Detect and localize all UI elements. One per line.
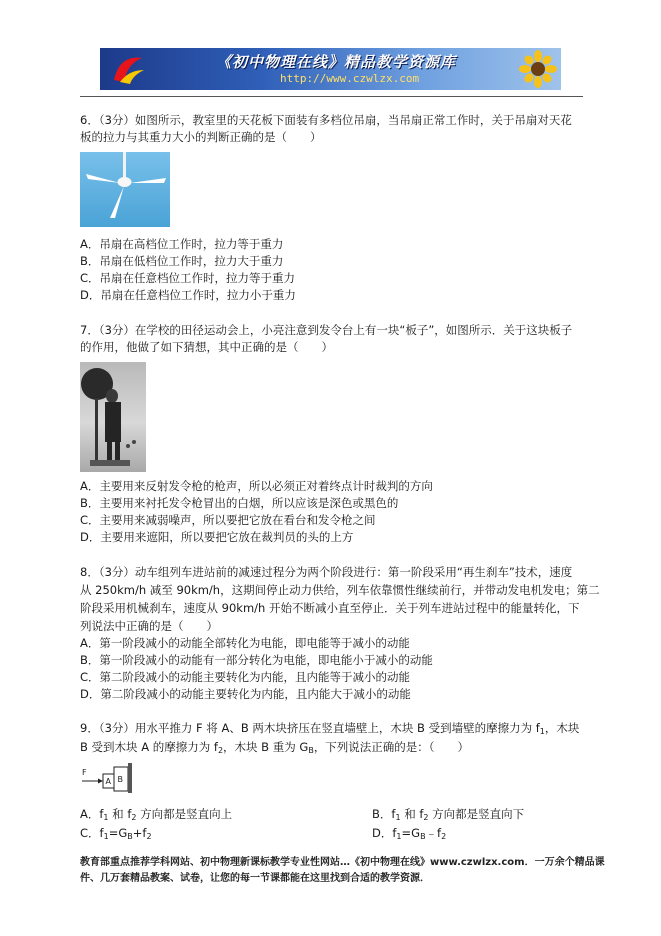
q7-option-a[interactable]: A．主要用来反射发令枪的枪声，所以必须正对着终点计时裁判的方向 [80, 479, 433, 493]
q9-stem-line2: B 受到木块 A 的摩擦力为 $f_2$，木块 B 重为 $G_B$，下列说法正确的是：（ ） [80, 740, 470, 755]
force-arrowhead [98, 779, 103, 784]
starter-board-icon [80, 362, 146, 472]
header-divider [80, 96, 583, 97]
logo-icon [108, 52, 148, 86]
q7-stem-line2: 的作用，他做了如下猜想，其中正确的是（ ） [80, 340, 333, 354]
q8-stem-line1: 8．（3分）动车组列车进站前的减速过程分为两个阶段进行：第一阶段采用“再生刹车”技术，速度 [80, 565, 573, 579]
q6-option-a[interactable]: A．吊扇在高档位工作时，拉力等于重力 [80, 237, 284, 251]
q9-option-b[interactable]: B．$f_1$ 和 $f_2$ 方向都是竖直向下 [372, 807, 525, 822]
q6-stem-line1: 6．（3分）如图所示，教室里的天花板下面装有多档位吊扇，当吊扇正常工作时，关于吊扇对天花 [80, 113, 572, 127]
q8-stem-line3: 阶段采用机械刹车，速度从 90km/h 开始不断减小直至停止．关于列车进站过程中的能量转化，下 [80, 601, 580, 615]
force-label: F [82, 768, 87, 777]
q9-option-a[interactable]: A．$f_1$ 和 $f_2$ 方向都是竖直向上 [80, 807, 233, 822]
q8-stem-line2: 从 250km/h 减至 90km/h，这期间停止动力供给，列车依靠惯性继续前行，并带动发电机发电；第二 [80, 583, 600, 597]
q8-stem-line4: 列说法中正确的是（ ） [80, 619, 218, 633]
sunflower-icon [519, 50, 557, 88]
ceiling-fan-figure [80, 152, 170, 227]
q9-option-c[interactable]: C．$f_1=G_B+f_2$ [80, 826, 152, 841]
header-banner [100, 48, 561, 90]
q7-stem-line1: 7．（3分）在学校的田径运动会上，小亮注意到发令台上有一块“板子”，如图所示．关于这块板子 [80, 323, 573, 337]
q8-option-b[interactable]: B．第一阶段减小的动能有一部分转化为电能，即电能小于减小的动能 [80, 653, 433, 667]
blocks-wall-figure [80, 763, 140, 793]
footer-note [80, 855, 605, 887]
block-a-label: A [105, 777, 111, 786]
footer-line2: 件、几万套精品教案、试卷，让您的每一节课都能在这里找到合适的教学资源． [80, 873, 430, 884]
q6-option-c[interactable]: C．吊扇在任意档位工作时，拉力等于重力 [80, 271, 296, 285]
banner-title: 《初中物理在线》精品教学资源库 [216, 53, 457, 71]
q7-option-d[interactable]: D．主要用来遮阳，所以要把它放在裁判员的头的上方 [80, 530, 354, 544]
q6-option-b[interactable]: B．吊扇在低档位工作时，拉力大于重力 [80, 254, 284, 268]
q7-option-c[interactable]: C．主要用来减弱噪声，所以要把它放在看台和发令枪之间 [80, 513, 376, 527]
q9-option-d[interactable]: D．$f_1=G_B﹣f_2$ [372, 826, 447, 841]
q7-option-b[interactable]: B．主要用来衬托发令枪冒出的白烟，所以应该是深色或黑色的 [80, 496, 399, 510]
footer-line1: 教育部重点推荐学科网站、初中物理新课标教学专业性网站…《初中物理在线》www.czwlzx.com．一万余个精品课 [80, 857, 605, 868]
starter-board-photo [80, 362, 146, 472]
q6-option-d[interactable]: D．吊扇在任意档位工作时，拉力小于重力 [80, 288, 296, 302]
ceiling-fan-icon [80, 152, 170, 227]
q6-stem-line2: 板的拉力与其重力大小的判断正确的是（ ） [80, 130, 322, 144]
wall [128, 763, 132, 793]
q8-option-d[interactable]: D．第二阶段减小的动能主要转化为内能，且内能大于减小的动能 [80, 687, 411, 701]
q8-option-c[interactable]: C．第二阶段减小的动能主要转化为内能，且内能等于减小的动能 [80, 670, 411, 684]
block-b-label: B [117, 775, 123, 784]
q9-stem-line1: 9．（3分）用水平推力 F 将 A、B 两木块挤压在竖直墙壁上，木块 B 受到墙壁的摩擦力为 $f_1$，木块 [80, 721, 580, 736]
q8-option-a[interactable]: A．第一阶段减小的动能全部转化为电能，即电能等于减小的动能 [80, 636, 410, 650]
banner-url[interactable]: http://www.czwlzx.com [280, 72, 420, 85]
